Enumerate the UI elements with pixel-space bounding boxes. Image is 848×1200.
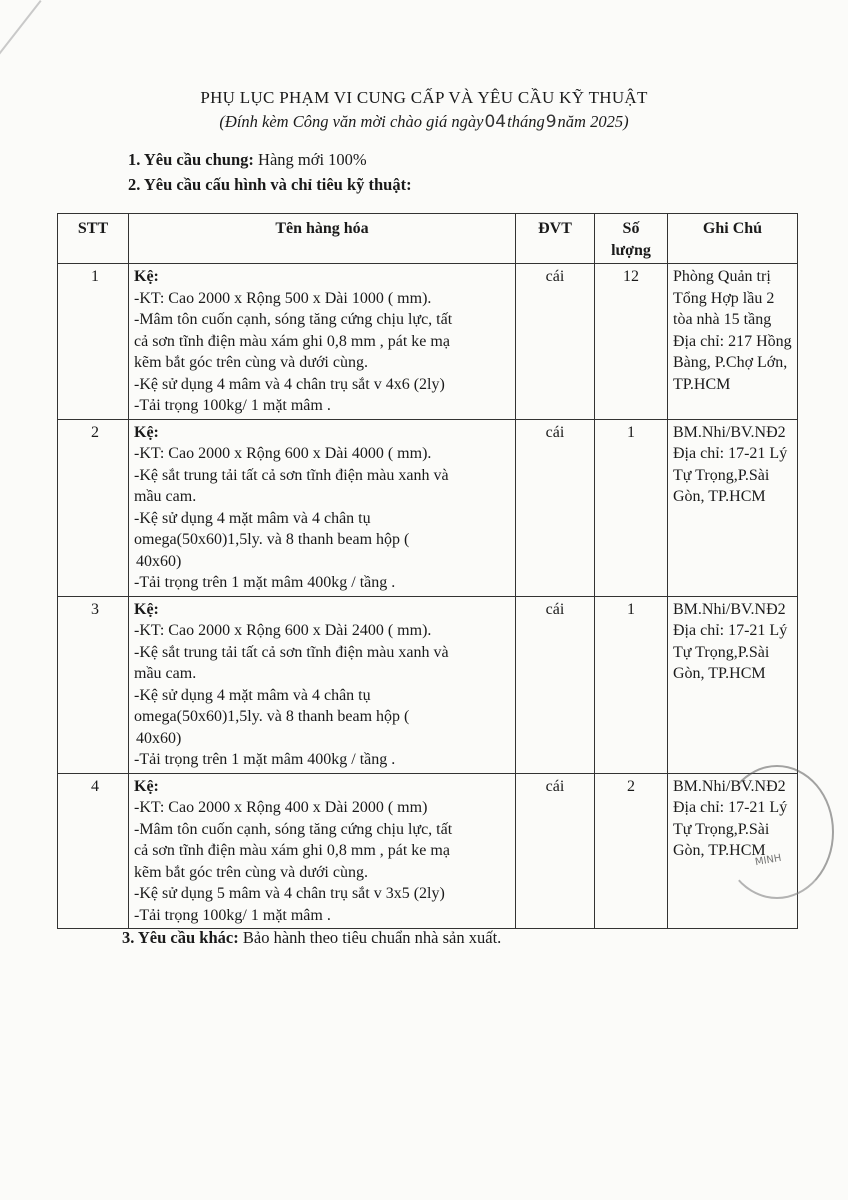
official-stamp xyxy=(720,765,834,899)
row-unit: cái xyxy=(516,596,595,773)
stamp-text: MINH xyxy=(754,852,783,869)
note-line: Phòng Quản trị xyxy=(673,268,771,285)
note-line: tòa nhà 15 tầng xyxy=(673,311,772,328)
item-line: -Tải trọng 100kg/ 1 mặt mâm . xyxy=(134,397,331,414)
note-line: Bàng, P.Chợ Lớn, xyxy=(673,354,788,371)
item-line: -Kệ sử dụng 4 mặt mâm và 4 chân tụ xyxy=(134,509,371,527)
item-line: omega(50x60)1,5ly. và 8 thanh beam hộp ( xyxy=(134,708,410,725)
item-line: -Kệ sử dụng 4 mặt mâm và 4 chân tụ xyxy=(134,686,371,704)
item-line: -Kệ sử dụng 5 mâm và 4 chân trụ sắt v 3x5 (2ly) xyxy=(134,885,445,902)
header-unit: ĐVT xyxy=(516,214,595,264)
item-line: -Kệ sắt trung tải tất cả sơn tĩnh điện màu xanh và xyxy=(134,466,449,484)
scan-artifact-line xyxy=(0,0,42,76)
note-line: TP.HCM xyxy=(673,375,731,393)
row-stt-value: 2 xyxy=(91,423,99,441)
note-line: Tự Trọng,P.Sài xyxy=(673,643,770,661)
item-line: 40x60) xyxy=(136,552,182,570)
item-line: omega(50x60)1,5ly. và 8 thanh beam hộp ( xyxy=(134,531,410,548)
requirement-general xyxy=(128,150,367,170)
handwritten-day: 04 xyxy=(484,112,507,132)
note-line: Gòn, TP.HCM xyxy=(673,842,766,859)
item-line: mầu cam. xyxy=(134,488,197,505)
note-line: Tự Trọng,P.Sài xyxy=(673,820,770,838)
note-line: Gòn, TP.HCM xyxy=(673,665,766,682)
row-name xyxy=(129,596,516,773)
requirement-other-text: Bảo hành theo tiêu chuẩn nhà sản xuất. xyxy=(238,928,502,947)
header-qty-line1: Số xyxy=(622,220,640,237)
note-line: Địa chỉ: 17-21 Lý xyxy=(673,622,788,639)
row-note xyxy=(668,419,798,596)
item-line: -KT: Cao 2000 x Rộng 600 x Dài 2400 ( mm). xyxy=(134,622,432,639)
row-name xyxy=(129,773,516,929)
item-line: -Tải trọng trên 1 mặt mâm 400kg / tầng . xyxy=(134,574,396,591)
item-line: cả sơn tĩnh điện màu xám ghi 0,8 mm , pát ke mạ xyxy=(134,842,450,859)
requirement-general-text: Hàng mới 100% xyxy=(253,150,367,169)
row-stt-value: 4 xyxy=(91,777,99,795)
item-title: Kệ: xyxy=(134,777,159,795)
spec-table xyxy=(57,213,798,929)
row-unit: cái xyxy=(516,264,595,420)
requirement-spec-label: 2. Yêu cầu cấu hình và chỉ tiêu kỹ thuật: xyxy=(128,175,412,194)
row-stt xyxy=(58,419,129,596)
item-line: -Kệ sử dụng 4 mâm và 4 chân trụ sắt v 4x6 (2ly) xyxy=(134,375,445,393)
row-stt-value: 1 xyxy=(91,268,99,285)
note-line: BM.Nhi/BV.NĐ2 xyxy=(673,423,786,441)
table-row xyxy=(58,773,798,929)
item-line: -Mâm tôn cuốn cạnh, sóng tăng cứng chịu lực, tất xyxy=(134,311,453,328)
item-line: kẽm bắt góc trên cùng và dưới cùng. xyxy=(134,354,368,371)
subtitle-after: năm 2025) xyxy=(557,112,629,131)
requirement-general-label: 1. Yêu cầu chung: xyxy=(128,150,254,169)
item-title: Kệ: xyxy=(134,268,159,285)
note-line: Tổng Hợp lầu 2 xyxy=(673,289,775,307)
row-note xyxy=(668,596,798,773)
table-row xyxy=(58,264,798,420)
item-title: Kệ: xyxy=(134,600,159,618)
item-line: -KT: Cao 2000 x Rộng 400 x Dài 2000 ( mm) xyxy=(134,799,428,816)
row-stt-value: 3 xyxy=(91,600,99,618)
requirement-other xyxy=(122,928,501,948)
row-qty: 12 xyxy=(595,264,668,420)
table-row xyxy=(58,596,798,773)
note-line: Địa chỉ: 17-21 Lý xyxy=(673,799,788,816)
note-line: BM.Nhi/BV.NĐ2 xyxy=(673,600,786,618)
header-name: Tên hàng hóa xyxy=(129,214,516,264)
row-stt xyxy=(58,264,129,420)
item-line: -KT: Cao 2000 x Rộng 600 x Dài 4000 ( mm). xyxy=(134,445,432,462)
header-qty-line2: lượng xyxy=(611,241,651,259)
subtitle-month-word: tháng xyxy=(507,112,545,131)
table-row xyxy=(58,419,798,596)
row-unit: cái xyxy=(516,419,595,596)
handwritten-month: 9 xyxy=(545,112,557,132)
row-qty: 1 xyxy=(595,419,668,596)
item-line: -Tải trọng trên 1 mặt mâm 400kg / tầng . xyxy=(134,751,396,768)
requirement-spec xyxy=(128,175,412,195)
document-title: PHỤ LỤC PHẠM VI CUNG CẤP VÀ YÊU CẦU KỸ THUẬT xyxy=(200,88,648,107)
table-header-row xyxy=(58,214,798,264)
note-line: Tự Trọng,P.Sài xyxy=(673,466,770,484)
item-line: -Tải trọng 100kg/ 1 mặt mâm . xyxy=(134,906,331,924)
item-line: kẽm bắt góc trên cùng và dưới cùng. xyxy=(134,863,368,881)
item-line: cả sơn tĩnh điện màu xám ghi 0,8 mm , pát ke mạ xyxy=(134,332,450,350)
row-qty: 1 xyxy=(595,596,668,773)
subtitle-before-day: (Đính kèm Công văn mời chào giá ngày xyxy=(219,112,484,131)
note-line: Gòn, TP.HCM xyxy=(673,488,766,505)
item-line: mầu cam. xyxy=(134,665,197,682)
row-qty: 2 xyxy=(595,773,668,929)
note-line: BM.Nhi/BV.NĐ2 xyxy=(673,777,786,795)
item-title: Kệ: xyxy=(134,423,159,441)
item-line: 40x60) xyxy=(136,729,182,747)
row-note xyxy=(668,264,798,420)
header-note: Ghi Chú xyxy=(668,214,798,264)
item-line: -KT: Cao 2000 x Rộng 500 x Dài 1000 ( mm). xyxy=(134,289,432,307)
row-name xyxy=(129,419,516,596)
note-line: Địa chỉ: 217 Hồng xyxy=(673,332,792,350)
document-subtitle xyxy=(0,112,848,132)
item-line: -Mâm tôn cuốn cạnh, sóng tăng cứng chịu lực, tất xyxy=(134,820,453,838)
row-unit: cái xyxy=(516,773,595,929)
header-stt: STT xyxy=(58,214,129,264)
header-qty xyxy=(595,214,668,264)
note-line: Địa chỉ: 17-21 Lý xyxy=(673,445,788,462)
row-name xyxy=(129,264,516,420)
item-line: -Kệ sắt trung tải tất cả sơn tĩnh điện màu xanh và xyxy=(134,643,449,661)
row-stt xyxy=(58,596,129,773)
row-stt xyxy=(58,773,129,929)
requirement-other-label: 3. Yêu cầu khác: xyxy=(122,928,239,947)
